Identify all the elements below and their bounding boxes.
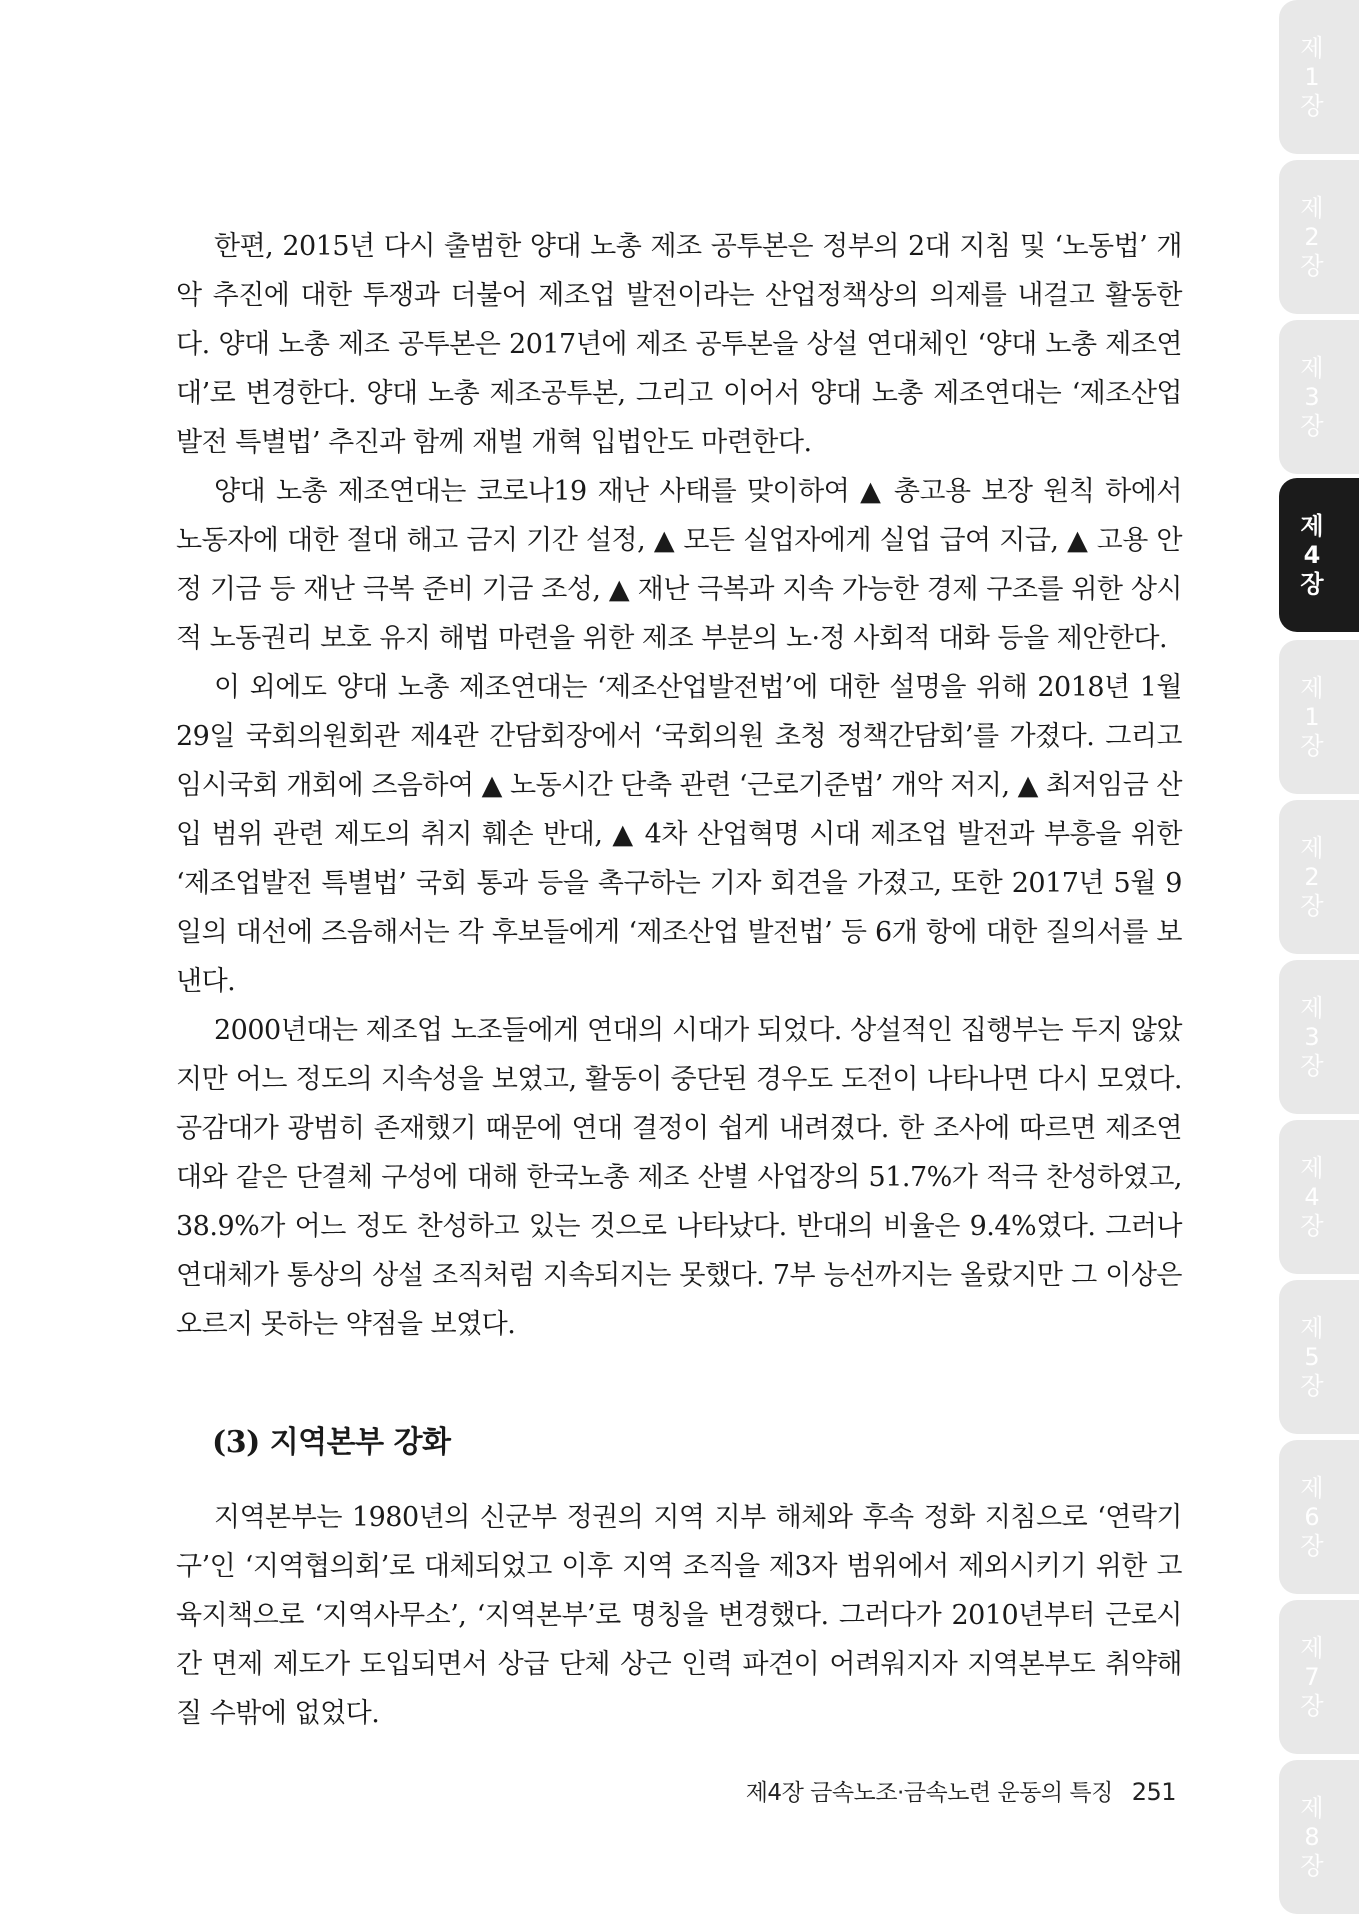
chapter-tab-label: 3 — [1304, 382, 1320, 411]
chapter-tab-label: 장 — [1300, 1531, 1324, 1560]
chapter-tab-label: 제 — [1300, 1153, 1324, 1182]
chapter-tab[interactable] — [1279, 1280, 1359, 1434]
chapter-tab-label: 제 — [1300, 33, 1324, 62]
chapter-tab[interactable] — [1279, 640, 1359, 794]
chapter-tab-label: 장 — [1300, 731, 1324, 760]
chapter-tab-label: 제 — [1300, 1793, 1324, 1822]
chapter-tab-label: 제 — [1300, 1313, 1324, 1342]
chapter-tab-label: 제 — [1300, 193, 1324, 222]
chapter-tab-label: 장 — [1300, 1851, 1324, 1880]
chapter-tab[interactable] — [1279, 1120, 1359, 1274]
chapter-tab-label: 2 — [1304, 862, 1320, 891]
chapter-tab-label: 장 — [1300, 1211, 1324, 1240]
chapter-tab-label: 제 — [1300, 1633, 1324, 1662]
running-chapter-title: 제4장 금속노조·금속노련 운동의 특징 — [745, 1780, 1113, 1806]
chapter-tab-label: 장 — [1300, 1371, 1324, 1400]
chapter-tab-label: 3 — [1304, 1022, 1320, 1051]
chapter-tab-label: 제 — [1300, 833, 1324, 862]
chapter-tab-label: 1 — [1304, 702, 1320, 731]
chapter-tab[interactable] — [1279, 160, 1359, 314]
chapter-tab-label: 4 — [1304, 1182, 1320, 1211]
chapter-tab-label: 장 — [1300, 1691, 1324, 1720]
chapter-tab-label: 4 — [1303, 540, 1321, 569]
chapter-tab-label: 장 — [1300, 891, 1324, 920]
chapter-tab[interactable] — [1279, 1760, 1359, 1914]
section-heading: (3) 지역본부 강화 — [212, 1425, 451, 1460]
chapter-tab-label: 8 — [1304, 1822, 1320, 1851]
chapter-tab[interactable] — [1279, 960, 1359, 1114]
chapter-tab-label: 2 — [1304, 222, 1320, 251]
body-paragraph: 한편, 2015년 다시 출범한 양대 노총 제조 공투본은 정부의 2대 지침 및 ‘노동법’ 개악 추진에 대한 투쟁과 더불어 제조업 발전이라는 산업정책상의 의제를 내걸고 활동한다. 양대 노총 제조 공투본은 2017년에 제조 공투본을 상설 연대체인 ‘양대 노총 제조연대’로 변경한다. 양대 노총 제조공투본, 그리고 이어서 양대 노총 제조연대는 ‘제조산업 발전 특별법’ 추진과 함께 재벌 개혁 입법안도 마련한다. — [176, 231, 1182, 458]
body-paragraph: 양대 노총 제조연대는 코로나19 재난 사태를 맞이하여 ▲ 총고용 보장 원칙 하에서 노동자에 대한 절대 해고 금지 기간 설정, ▲ 모든 실업자에게 실업 급여 지급, ▲ 고용 안정 기금 등 재난 극복 준비 기금 조성, ▲ 재난 극복과 지속 가능한 경제 구조를 위한 상시적 노동권리 보호 유지 해법 마련을 위한 제조 부분의 노·정 사회적 대화 등을 제안한다. — [176, 476, 1182, 654]
body-paragraph: 2000년대는 제조업 노조들에게 연대의 시대가 되었다. 상설적인 집행부는 두지 않았지만 어느 정도의 지속성을 보였고, 활동이 중단된 경우도 도전이 나타나면 다시 모였다. 공감대가 광범히 존재했기 때문에 연대 결정이 쉽게 내려졌다. 한 조사에 따르면 제조연대와 같은 단결체 구성에 대해 한국노총 제조 산별 사업장의 51.7%가 적극 찬성하였고, 38.9%가 어느 정도 찬성하고 있는 것으로 나타났다. 반대의 비율은 9.4%였다. 그러나 연대체가 통상의 상설 조직처럼 지속되지는 못했다. 7부 능선까지는 올랐지만 그 이상은 오르지 못하는 약점을 보였다. — [176, 1015, 1182, 1340]
chapter-tab-label: 장 — [1300, 1051, 1324, 1080]
chapter-tab-label: 제 — [1300, 511, 1324, 540]
chapter-tab[interactable] — [1279, 800, 1359, 954]
chapter-tab[interactable] — [1279, 1600, 1359, 1754]
chapter-tab[interactable] — [1279, 478, 1359, 632]
chapter-tab-label: 장 — [1300, 251, 1324, 280]
chapter-tab-label: 장 — [1300, 91, 1324, 120]
chapter-tab-label: 제 — [1300, 353, 1324, 382]
chapter-tab-label: 6 — [1304, 1502, 1320, 1531]
chapter-tab[interactable] — [1279, 1440, 1359, 1594]
chapter-tab-label: 5 — [1304, 1342, 1320, 1371]
chapter-tab-strip — [1279, 0, 1359, 1920]
chapter-tab-label: 7 — [1304, 1662, 1320, 1691]
page-body — [176, 222, 1182, 1738]
chapter-tab-label: 장 — [1300, 411, 1324, 440]
page-number: 251 — [1131, 1778, 1176, 1806]
body-paragraph: 지역본부는 1980년의 신군부 정권의 지역 지부 해체와 후속 정화 지침으로 ‘연락기구’인 ‘지역협의회’로 대체되었고 이후 지역 조직을 제3자 범위에서 제외시키기 위한 고육지책으로 ‘지역사무소’, ‘지역본부’로 명칭을 변경했다. 그러다가 2010년부터 근로시간 면제 제도가 도입되면서 상급 단체 상근 인력 파견이 어려워지자 지역본부도 취약해질 수밖에 없었다. — [176, 1502, 1182, 1729]
chapter-tab-label: 제 — [1300, 1473, 1324, 1502]
chapter-tab-label: 1 — [1304, 62, 1320, 91]
chapter-tab-label: 제 — [1300, 673, 1324, 702]
body-paragraph: 이 외에도 양대 노총 제조연대는 ‘제조산업발전법’에 대한 설명을 위해 2018년 1월 29일 국회의원회관 제4관 간담회장에서 ‘국회의원 초청 정책간담회’를 가졌다. 그리고 임시국회 개회에 즈음하여 ▲ 노동시간 단축 관련 ‘근로기준법’ 개악 저지, ▲ 최저임금 산입 범위 관련 제도의 취지 훼손 반대, ▲ 4차 산업혁명 시대 제조업 발전과 부흥을 위한 ‘제조업발전 특별법’ 국회 통과 등을 촉구하는 기자 회견을 가졌고, 또한 2017년 5월 9일의 대선에 즈음해서는 각 후보들에게 ‘제조산업 발전법’ 등 6개 항에 대한 질의서를 보낸다. — [176, 672, 1182, 997]
chapter-tab[interactable] — [1279, 0, 1359, 154]
chapter-tab-label: 장 — [1300, 569, 1324, 598]
chapter-tab[interactable] — [1279, 320, 1359, 474]
page-footer — [746, 1774, 1176, 1807]
chapter-tab-label: 제 — [1300, 993, 1324, 1022]
